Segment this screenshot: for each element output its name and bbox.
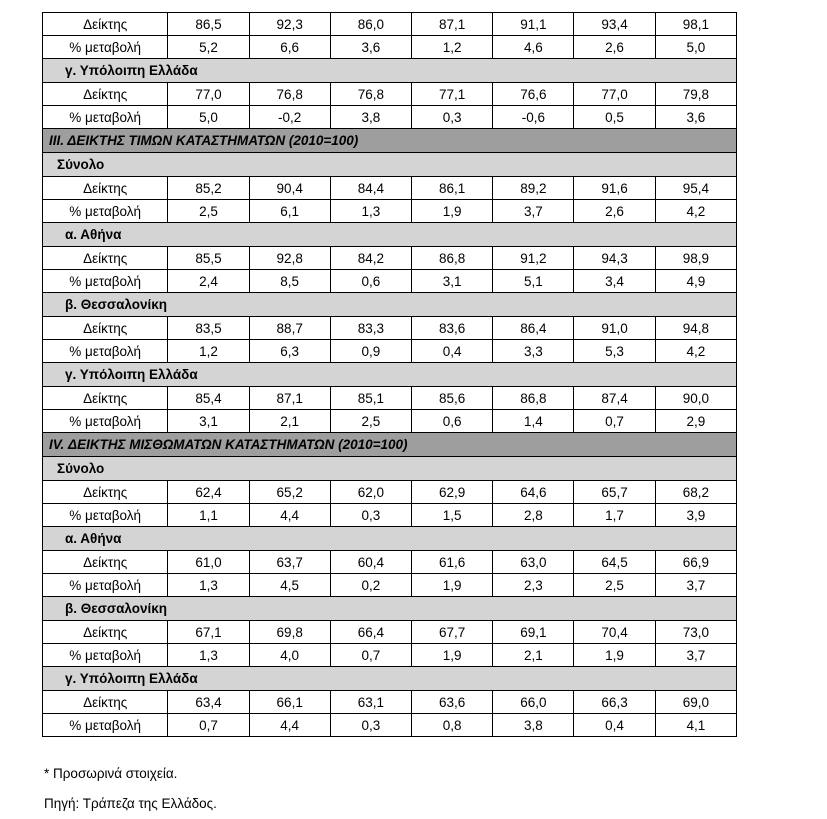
table-cell: 0,7 xyxy=(168,714,249,737)
subsection-title: β. Θεσσαλονίκη xyxy=(43,597,737,621)
table-cell: 85,6 xyxy=(412,387,493,410)
table-cell: 1,5 xyxy=(412,504,493,527)
table-cell: 88,7 xyxy=(249,317,330,340)
row-label: Δείκτης xyxy=(43,621,168,644)
table-row xyxy=(43,387,737,410)
table-cell: 4,2 xyxy=(655,200,736,223)
table-cell: 63,0 xyxy=(493,551,574,574)
table-cell: 0,9 xyxy=(330,340,411,363)
table-cell: 86,5 xyxy=(168,13,249,36)
table-cell: 87,1 xyxy=(249,387,330,410)
table-row xyxy=(43,574,737,597)
table-cell: 2,6 xyxy=(574,200,655,223)
subsection-title: Σύνολο xyxy=(43,153,737,177)
table-cell: 0,5 xyxy=(574,106,655,129)
table-cell: 85,1 xyxy=(330,387,411,410)
table-row xyxy=(43,36,737,59)
table-cell: 1,9 xyxy=(412,200,493,223)
row-label: % μεταβολή xyxy=(43,36,168,59)
table-cell: 66,0 xyxy=(493,691,574,714)
table-cell: 66,3 xyxy=(574,691,655,714)
table-cell: 63,1 xyxy=(330,691,411,714)
table-cell: 0,7 xyxy=(330,644,411,667)
table-cell: 64,5 xyxy=(574,551,655,574)
table-cell: 66,9 xyxy=(655,551,736,574)
table-cell: 3,6 xyxy=(330,36,411,59)
table-cell: 76,6 xyxy=(493,83,574,106)
table-row xyxy=(43,481,737,504)
table-cell: 69,0 xyxy=(655,691,736,714)
table-subsection-header xyxy=(43,597,737,621)
table-cell: 0,4 xyxy=(412,340,493,363)
table-cell: 76,8 xyxy=(249,83,330,106)
row-label: % μεταβολή xyxy=(43,340,168,363)
table-cell: 0,6 xyxy=(412,410,493,433)
table-cell: 3,8 xyxy=(330,106,411,129)
table-cell: 8,5 xyxy=(249,270,330,293)
table-cell: 0,3 xyxy=(412,106,493,129)
subsection-title: β. Θεσσαλονίκη xyxy=(43,293,737,317)
table-cell: 68,2 xyxy=(655,481,736,504)
table-cell: 1,1 xyxy=(168,504,249,527)
row-label: Δείκτης xyxy=(43,691,168,714)
table-cell: 1,3 xyxy=(168,574,249,597)
table-cell: 63,7 xyxy=(249,551,330,574)
table-row xyxy=(43,551,737,574)
table-cell: 62,4 xyxy=(168,481,249,504)
table-cell: 2,6 xyxy=(574,36,655,59)
table-cell: -0,2 xyxy=(249,106,330,129)
row-label: % μεταβολή xyxy=(43,574,168,597)
subsection-title: γ. Υπόλοιπη Ελλάδα xyxy=(43,667,737,691)
table-row xyxy=(43,644,737,667)
table-row xyxy=(43,317,737,340)
table-cell: 83,5 xyxy=(168,317,249,340)
table-cell: 84,4 xyxy=(330,177,411,200)
table-cell: 3,7 xyxy=(493,200,574,223)
row-label: % μεταβολή xyxy=(43,714,168,737)
table-cell: 87,4 xyxy=(574,387,655,410)
section-title: ΙΙΙ. ΔΕΙΚΤΗΣ ΤΙΜΩΝ ΚΑΤΑΣΤΗΜΑΤΩΝ (2010=100) xyxy=(43,129,737,153)
footnote-provisional: * Προσωρινά στοιχεία. xyxy=(44,766,178,781)
table-row xyxy=(43,504,737,527)
table-row xyxy=(43,270,737,293)
table-cell: 2,1 xyxy=(249,410,330,433)
row-label: % μεταβολή xyxy=(43,410,168,433)
table-subsection-header xyxy=(43,153,737,177)
table-cell: 98,9 xyxy=(655,247,736,270)
table-cell: 92,3 xyxy=(249,13,330,36)
table-cell: 5,0 xyxy=(168,106,249,129)
row-label: Δείκτης xyxy=(43,83,168,106)
table-cell: 3,7 xyxy=(655,574,736,597)
table-cell: 83,6 xyxy=(412,317,493,340)
table-cell: 1,3 xyxy=(168,644,249,667)
table-cell: 69,8 xyxy=(249,621,330,644)
table-cell: 77,0 xyxy=(168,83,249,106)
table-cell: 86,1 xyxy=(412,177,493,200)
table-body xyxy=(43,13,737,737)
subsection-title: α. Αθήνα xyxy=(43,223,737,247)
statistics-table xyxy=(42,12,737,737)
table-cell: 83,3 xyxy=(330,317,411,340)
table-cell: 67,7 xyxy=(412,621,493,644)
table-cell: 70,4 xyxy=(574,621,655,644)
table-cell: 5,3 xyxy=(574,340,655,363)
table-subsection-header xyxy=(43,363,737,387)
table-cell: 4,5 xyxy=(249,574,330,597)
subsection-title: α. Αθήνα xyxy=(43,527,737,551)
table-row xyxy=(43,177,737,200)
table-cell: 0,3 xyxy=(330,714,411,737)
table-cell: 2,5 xyxy=(330,410,411,433)
table-cell: 63,4 xyxy=(168,691,249,714)
table-subsection-header xyxy=(43,457,737,481)
subsection-title: γ. Υπόλοιπη Ελλάδα xyxy=(43,59,737,83)
table-cell: 91,2 xyxy=(493,247,574,270)
row-label: Δείκτης xyxy=(43,13,168,36)
table-cell: 4,0 xyxy=(249,644,330,667)
subsection-title: Σύνολο xyxy=(43,457,737,481)
table-cell: 2,4 xyxy=(168,270,249,293)
table-cell: 1,9 xyxy=(412,644,493,667)
table-cell: 1,7 xyxy=(574,504,655,527)
table-cell: 5,1 xyxy=(493,270,574,293)
table-cell: 3,3 xyxy=(493,340,574,363)
table-cell: 86,8 xyxy=(412,247,493,270)
row-label: Δείκτης xyxy=(43,177,168,200)
table-cell: 0,2 xyxy=(330,574,411,597)
table-cell: 0,7 xyxy=(574,410,655,433)
footnote-source: Πηγή: Τράπεζα της Ελλάδος. xyxy=(44,796,217,811)
table-cell: 6,6 xyxy=(249,36,330,59)
row-label: % μεταβολή xyxy=(43,644,168,667)
table-row xyxy=(43,621,737,644)
row-label: Δείκτης xyxy=(43,317,168,340)
table-cell: 91,0 xyxy=(574,317,655,340)
table-cell: 61,0 xyxy=(168,551,249,574)
row-label: Δείκτης xyxy=(43,387,168,410)
table-row xyxy=(43,247,737,270)
table-cell: 2,9 xyxy=(655,410,736,433)
table-cell: 3,8 xyxy=(493,714,574,737)
table-cell: 85,5 xyxy=(168,247,249,270)
table-cell: 76,8 xyxy=(330,83,411,106)
table-cell: 94,8 xyxy=(655,317,736,340)
table-cell: 0,6 xyxy=(330,270,411,293)
table-cell: 86,8 xyxy=(493,387,574,410)
table-cell: 89,2 xyxy=(493,177,574,200)
table-cell: 1,2 xyxy=(168,340,249,363)
table-section-header xyxy=(43,433,737,457)
table-cell: 66,1 xyxy=(249,691,330,714)
table-cell: 6,1 xyxy=(249,200,330,223)
table-cell: 0,8 xyxy=(412,714,493,737)
table-row xyxy=(43,200,737,223)
table-cell: 3,6 xyxy=(655,106,736,129)
table-cell: 4,4 xyxy=(249,714,330,737)
table-cell: 87,1 xyxy=(412,13,493,36)
table-cell: 1,9 xyxy=(574,644,655,667)
row-label: Δείκτης xyxy=(43,247,168,270)
table-cell: 0,3 xyxy=(330,504,411,527)
table-cell: 60,4 xyxy=(330,551,411,574)
table-cell: 90,0 xyxy=(655,387,736,410)
table-cell: 91,6 xyxy=(574,177,655,200)
table-subsection-header xyxy=(43,59,737,83)
table-cell: 1,3 xyxy=(330,200,411,223)
table-cell: 1,2 xyxy=(412,36,493,59)
table-cell: 4,1 xyxy=(655,714,736,737)
table-cell: 91,1 xyxy=(493,13,574,36)
table-cell: 62,9 xyxy=(412,481,493,504)
table-cell: 3,9 xyxy=(655,504,736,527)
table-cell: 4,4 xyxy=(249,504,330,527)
table-row xyxy=(43,410,737,433)
section-title: IV. ΔΕΙΚΤΗΣ ΜΙΣΘΩΜΑΤΩΝ ΚΑΤΑΣΤΗΜΑΤΩΝ (2010=100) xyxy=(43,433,737,457)
table-cell: 93,4 xyxy=(574,13,655,36)
table-cell: 0,4 xyxy=(574,714,655,737)
table-cell: 69,1 xyxy=(493,621,574,644)
table-cell: 6,3 xyxy=(249,340,330,363)
table-cell: 5,0 xyxy=(655,36,736,59)
table-section-header xyxy=(43,129,737,153)
table-cell: 94,3 xyxy=(574,247,655,270)
table-cell: 90,4 xyxy=(249,177,330,200)
table-cell: 77,1 xyxy=(412,83,493,106)
table-cell: 3,4 xyxy=(574,270,655,293)
table-row xyxy=(43,714,737,737)
table-subsection-header xyxy=(43,223,737,247)
table-cell: 2,5 xyxy=(574,574,655,597)
table-cell: 86,0 xyxy=(330,13,411,36)
table-cell: 4,6 xyxy=(493,36,574,59)
table-cell: 4,9 xyxy=(655,270,736,293)
table-cell: 66,4 xyxy=(330,621,411,644)
table-subsection-header xyxy=(43,293,737,317)
table-cell: 1,9 xyxy=(412,574,493,597)
footnotes xyxy=(42,759,737,819)
row-label: Δείκτης xyxy=(43,481,168,504)
table-row xyxy=(43,106,737,129)
table-cell: 79,8 xyxy=(655,83,736,106)
table-cell: 3,1 xyxy=(412,270,493,293)
table-cell: 64,6 xyxy=(493,481,574,504)
table-row xyxy=(43,13,737,36)
row-label: % μεταβολή xyxy=(43,270,168,293)
table-cell: 2,3 xyxy=(493,574,574,597)
row-label: % μεταβολή xyxy=(43,200,168,223)
table-cell: 73,0 xyxy=(655,621,736,644)
table-cell: 63,6 xyxy=(412,691,493,714)
table-cell: 2,1 xyxy=(493,644,574,667)
table-cell: 3,7 xyxy=(655,644,736,667)
row-label: Δείκτης xyxy=(43,551,168,574)
table-cell: 67,1 xyxy=(168,621,249,644)
table-cell: 98,1 xyxy=(655,13,736,36)
table-cell: 4,2 xyxy=(655,340,736,363)
table-subsection-header xyxy=(43,667,737,691)
subsection-title: γ. Υπόλοιπη Ελλάδα xyxy=(43,363,737,387)
table-subsection-header xyxy=(43,527,737,551)
table-row xyxy=(43,83,737,106)
table-cell: 5,2 xyxy=(168,36,249,59)
table-cell: 84,2 xyxy=(330,247,411,270)
table-cell: 65,2 xyxy=(249,481,330,504)
table-cell: 1,4 xyxy=(493,410,574,433)
table-cell: -0,6 xyxy=(493,106,574,129)
table-cell: 85,4 xyxy=(168,387,249,410)
table-cell: 95,4 xyxy=(655,177,736,200)
table-cell: 61,6 xyxy=(412,551,493,574)
table-cell: 2,8 xyxy=(493,504,574,527)
table-cell: 65,7 xyxy=(574,481,655,504)
table-cell: 62,0 xyxy=(330,481,411,504)
table-cell: 85,2 xyxy=(168,177,249,200)
table-cell: 3,1 xyxy=(168,410,249,433)
row-label: % μεταβολή xyxy=(43,106,168,129)
table-cell: 86,4 xyxy=(493,317,574,340)
table-row xyxy=(43,691,737,714)
row-label: % μεταβολή xyxy=(43,504,168,527)
table-cell: 92,8 xyxy=(249,247,330,270)
table-row xyxy=(43,340,737,363)
table-cell: 2,5 xyxy=(168,200,249,223)
table-cell: 77,0 xyxy=(574,83,655,106)
